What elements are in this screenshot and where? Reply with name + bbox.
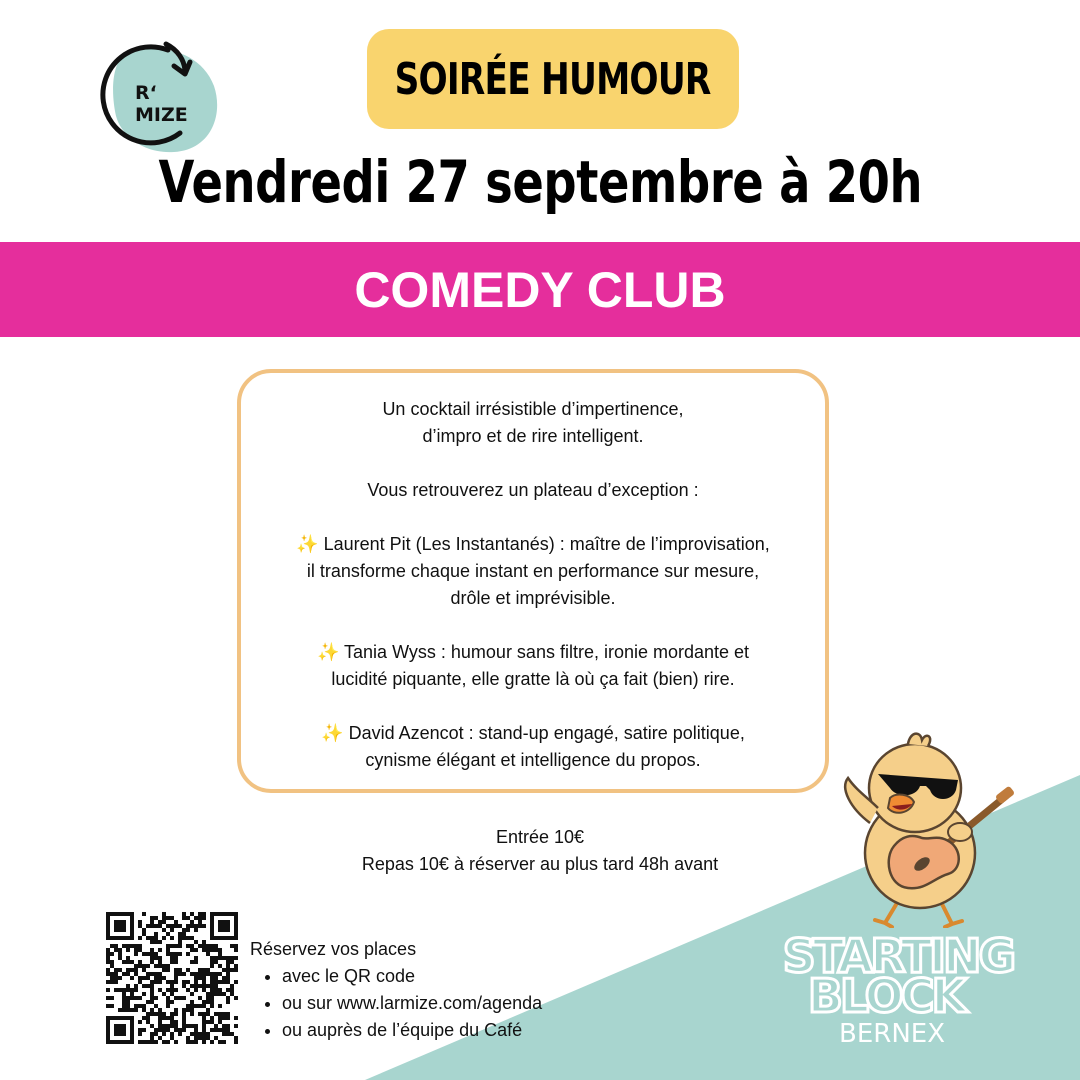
sparkles-icon: ✨ [296,534,319,554]
event-date-text: Vendredi 27 septembre à 20h [158,148,922,216]
chick-guitar-mascot [830,728,1020,928]
performer-1-line-3: drôle et imprévisible. [450,588,616,608]
reservation-item-cafe: • ou auprès de l’équipe du Café [282,1017,542,1044]
brand-line-2: BLOCK [807,969,965,1023]
event-type-label: SOIRÉE HUMOUR [395,53,712,105]
reservation-list [250,963,542,1044]
plateau-line: Vous retrouverez un plateau d’exception : [367,480,699,500]
reservation-info [250,936,542,1044]
intro-line-1: Un cocktail irrésistible d’impertinence, [382,399,684,419]
performer-3-line-2: cynisme élégant et intelligence du propos. [365,750,701,770]
description-card [237,369,829,793]
sparkles-icon: ✨ [316,642,340,662]
logo-line-2: MIZE [135,104,188,126]
qr-code[interactable] [106,912,238,1044]
performer-1-line-2: il transforme chaque instant en performance sur mesure, [306,561,760,581]
event-date [0,148,1080,216]
brand-line-1: STARTING [782,929,1014,983]
logo-text [135,82,195,126]
starting-block-logo [780,920,1020,1050]
banner-title: COMEDY CLUB [354,261,726,318]
intro-line-2: d’impro et de rire intelligent. [422,426,644,446]
reservation-item-website[interactable]: • ou sur www.larmize.com/agenda [282,990,542,1017]
event-type-badge [367,29,739,129]
reservation-item-qr: • avec le QR code [282,963,542,990]
comedy-club-banner [0,242,1080,337]
performer-2-line-2: lucidité piquante, elle gratte là où ça fait (bien) rire. [331,669,735,689]
performer-1-line-1: ✨ Laurent Pit (Les Instantanés) : maître de l’improvisation, [296,534,770,554]
meal-price: Repas 10€ à réserver au plus tard 48h avant [361,854,719,874]
reservation-title: Réservez vos places [250,939,417,959]
logo-line-1: R‘ [135,82,157,104]
sparkles-icon: ✨ [321,723,344,743]
entry-price: Entrée 10€ [495,827,585,847]
brand-line-3: BERNEX [838,1019,946,1049]
performer-3-line-1: ✨ David Azencot : stand-up engagé, satire politique, [321,723,745,743]
performer-2-line-1: ✨ Tania Wyss : humour sans filtre, ironie mordante et [316,642,750,662]
